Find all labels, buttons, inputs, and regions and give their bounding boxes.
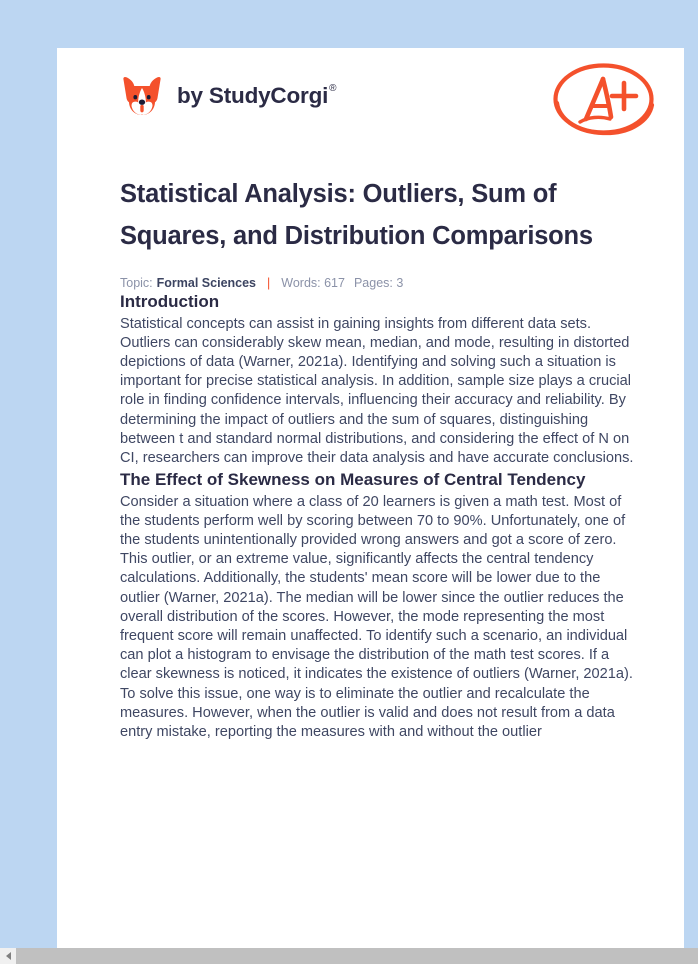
meta-separator: | — [267, 276, 271, 290]
scroll-left-button[interactable] — [0, 948, 16, 964]
brand-wordmark-name: StudyCorgi — [208, 82, 329, 108]
brand-wordmark — [177, 82, 337, 108]
brand-logo-group[interactable] — [120, 74, 335, 118]
section-heading-skewness: The Effect of Skewness on Measures of Central Tendency — [120, 470, 586, 490]
page-count: Pages: 3 — [353, 276, 404, 290]
scrollbar-track[interactable] — [16, 948, 698, 964]
triangle-left-icon — [6, 952, 11, 960]
a-plus-circled-icon — [550, 59, 657, 139]
page-title: Statistical Analysis: Outliers, Sum of Squares, and Distribution Comparisons — [120, 180, 593, 250]
document-page — [57, 48, 684, 948]
section-paragraph-introduction: Statistical concepts can assist in gaining insights from different data sets. Outliers can considerably skew mean, median, and mode, resulting in distorted depictions of data (Warner, 2021a). Identifying and solving such a situation is important for precise statistical analysis. In addition, sample size plays a crucial role in finding confidence intervals, influencing their accuracy and reliability. By determining the impact of outliers and the sum of squares, distinguishing between t and standard normal distributions, and considering the effect of N on CI, researchers can improve their data analysis and have accurate conclusions. — [120, 315, 634, 466]
article — [120, 174, 634, 742]
brand-wordmark-prefix: by — [177, 82, 209, 108]
section-paragraph-skewness: Consider a situation where a class of 20 learners is given a math test. Most of the students perform well by scoring between 70 to 90%. Unfortunately, one of the students unintentionally provided wrong answers and got a score of zero. This outlier, or an extreme value, significantly affects the central tendency calculations. Additionally, the students' mean score will be lower due to the outlier (Warner, 2021a). The median will be lower since the outlier reduces the overall distribution of the scores. However, the mode representing the most frequent score will remain unaffected. To identify such a scenario, an individual can plot a histogram to envisage the distribution of the math test scores. If a clear skewness is noticed, it indicates the existence of outliers (Warner, 2021a). To solve this issue, one way is to eliminate the outlier and recalculate the measures. However, when the outlier is valid and does not result from a data entry mistake, reporting the measures with and without the outlier — [120, 493, 633, 741]
corgi-head-icon — [120, 74, 164, 118]
registered-trademark-mark: ® — [329, 83, 337, 95]
section-heading-introduction: Introduction — [120, 292, 220, 311]
article-meta — [120, 276, 634, 290]
horizontal-scrollbar[interactable] — [0, 948, 698, 964]
site-header — [57, 48, 684, 161]
topic-value-link[interactable]: Formal Sciences — [156, 276, 257, 290]
word-count: Words: 617 — [281, 276, 345, 290]
topic-label: Topic: — [120, 276, 153, 290]
